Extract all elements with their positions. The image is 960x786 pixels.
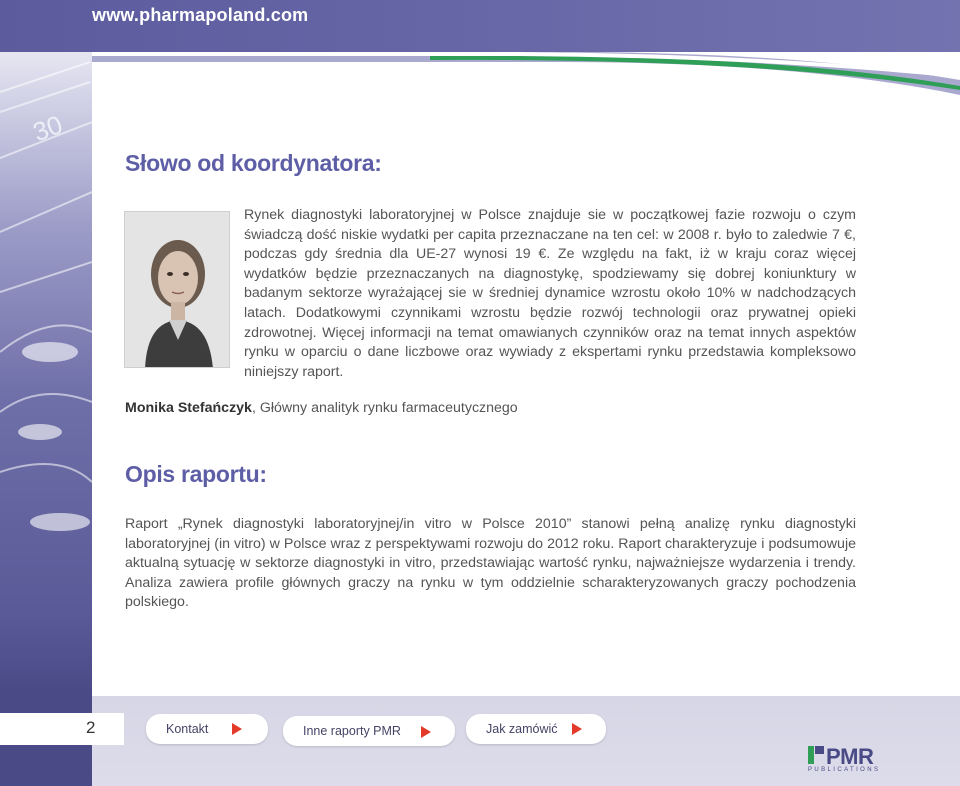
how-to-order-button[interactable] — [466, 714, 606, 744]
signature-role: , Główny analityk rynku farmaceutycznego — [251, 400, 518, 416]
contact-button-label: Kontakt — [166, 722, 209, 736]
site-url[interactable]: www.pharmapoland.com — [92, 5, 309, 25]
section-title-report: Opis raportu: — [125, 461, 267, 487]
page-header — [0, 0, 960, 95]
signature-name: Monika Stefańczyk — [125, 400, 252, 416]
page-number: 2 — [86, 718, 96, 737]
contact-button[interactable] — [146, 714, 268, 744]
other-reports-button-label: Inne raporty PMR — [303, 724, 401, 738]
report-paragraph: Raport „Rynek diagnostyki laboratoryjnej/in vitro w Polsce 2010” stanowi pełną analizę rynku diagnostyki laboratoryjnej (in vitro) w Polsce wraz z perspektywami rozwoju do 2012 roku. Raport charakteryzuje i podsumowuje aktualną sytuację w sektorze diagnostyki in vitro, przedstawiając wartość rynku, najważniejsze wydarzenia i trendy. Analiza zawiera profile głównych graczy na rynku w tym oddzielnie scharakteryzowanych graczy pochodzenia polskiego. — [125, 516, 856, 611]
author-photo — [124, 211, 230, 368]
play-arrow-icon — [572, 723, 582, 735]
other-reports-button[interactable] — [283, 716, 455, 746]
signature — [125, 400, 518, 416]
how-to-order-button-label: Jak zamówić — [486, 722, 558, 736]
pmr-logo-icon — [808, 746, 824, 764]
pmr-logo-text[interactable]: PMR — [826, 744, 874, 769]
page-number-box — [0, 713, 124, 745]
section-title-coordinator: Słowo od koordynatora: — [125, 150, 382, 176]
play-arrow-icon — [421, 726, 431, 738]
pmr-logo-subtitle: PUBLICATIONS — [808, 767, 881, 773]
play-arrow-icon — [232, 723, 242, 735]
decorative-side-image — [0, 52, 92, 752]
coordinator-paragraph: Rynek diagnostyki laboratoryjnej w Polsce znajduje sie w początkowej fazie rozwoju o czym świadczą dość niskie wydatki per capita przeznaczane na ten cel: w 2008 r. było to zaledwie 7 €, podczas gdy średnia dla UE-27 wynosi 19 €. Ze względu na fakt, iż w kraju coraz więcej wydatków będzie przeznaczanych na diagnostykę, spodziewamy się dobrej koniunktury w badanym sektorze wyrażającej sie w średniej dynamice wzrostu około 10% w nadchodzących latach. Dodatkowymi czynnikami wzrostu będzie rozwój technologii oraz prywatnej opieki zdrowotnej. Więcej informacji na temat omawianych czynników oraz na temat innych aspektów rynku w oparciu o dane liczbowe oraz wywiady z ekspertami rynku przedstawia kompleksowo niniejszy raport. — [244, 207, 856, 380]
svg-text:30: 30 — [28, 109, 67, 148]
